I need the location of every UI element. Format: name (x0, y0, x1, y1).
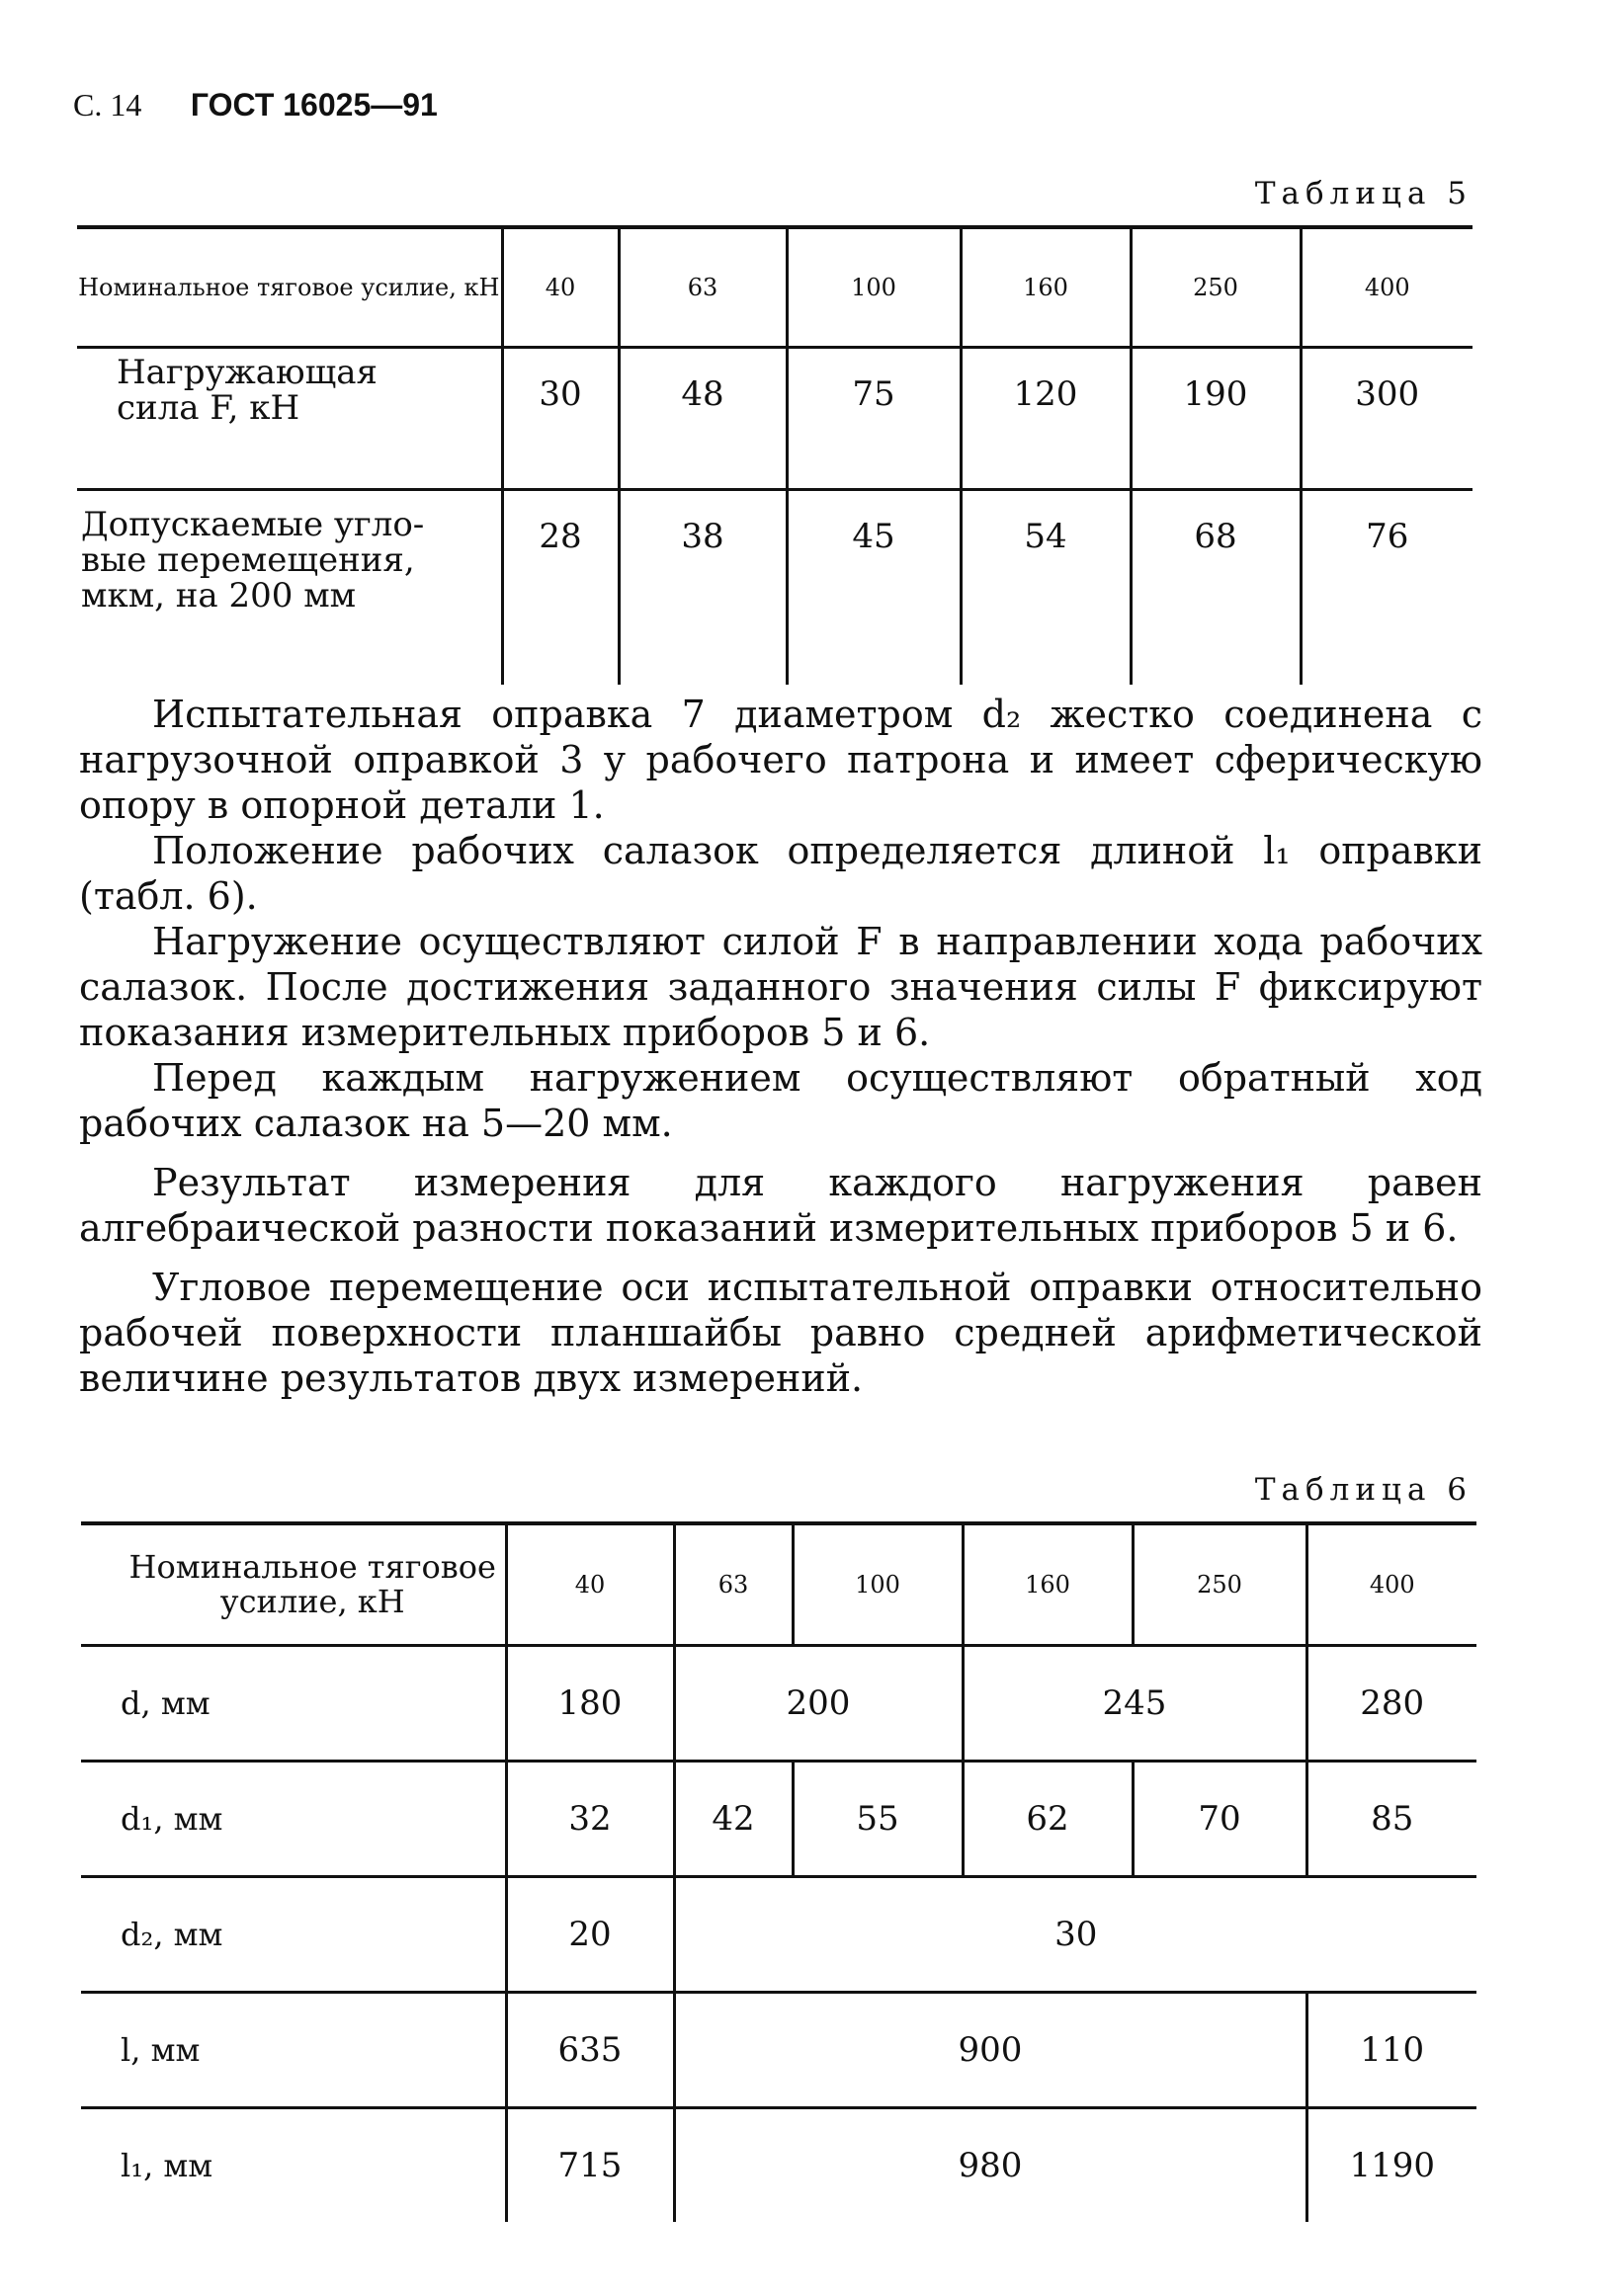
table5-header-cell: 63 (619, 227, 787, 348)
table5-header-cell: 100 (787, 227, 961, 348)
table5-cell: 45 (787, 490, 961, 686)
table5-cell: 68 (1131, 490, 1301, 686)
table6-row-label: l₁, мм (121, 2147, 213, 2184)
table5-row-angular-displacement (77, 490, 1473, 686)
table6-header-cell: 63 (674, 1523, 793, 1646)
table5-header-row (77, 227, 1473, 348)
label-line: мкм, на 200 мм (81, 576, 357, 615)
table6-header-cell: 250 (1133, 1523, 1306, 1646)
table5-cell: 76 (1301, 490, 1473, 686)
table6-cell: 245 (963, 1646, 1306, 1762)
table6-header-label: Номинальное тяговое усилие, кН (81, 1523, 506, 1646)
table5-cell: 48 (619, 348, 787, 490)
table6-row-d1 (81, 1762, 1476, 1877)
table6-cell: 180 (506, 1646, 674, 1762)
table6-cell: 62 (963, 1762, 1133, 1877)
table6-row-label: d, мм (81, 1646, 506, 1762)
table6-cell: 30 (674, 1877, 1476, 1993)
table6-row-l (81, 1993, 1476, 2108)
table6-cell: 980 (674, 2108, 1306, 2223)
table6-row-d2 (81, 1877, 1476, 1993)
paragraph: Угловое перемещение оси испытательной оправки относительно рабочей поверхности планшайбы равно средней арифметической величине результатов двух измерений. (79, 1266, 1482, 1400)
paragraph: Перед каждым нагружением осуществляют обратный ход рабочих салазок на 5—20 мм. (79, 1056, 1482, 1145)
table5-cell: 190 (1131, 348, 1301, 490)
table6-cell: 20 (506, 1877, 674, 1993)
table5-row-label (77, 490, 502, 686)
table6-row-d (81, 1646, 1476, 1762)
table6-cell: 110 (1306, 1993, 1476, 2108)
table5-cell: 30 (502, 348, 619, 490)
table5-row-label (77, 348, 502, 490)
table6-header-cell: 100 (793, 1523, 963, 1646)
page-header (73, 87, 438, 123)
table6-cell: 32 (506, 1762, 674, 1877)
table6-header-cell: 160 (963, 1523, 1133, 1646)
table5-header-cell: 400 (1301, 227, 1473, 348)
table6-header-cell: 400 (1306, 1523, 1476, 1646)
table5-header-cell: 250 (1131, 227, 1301, 348)
table5-cell: 300 (1301, 348, 1473, 490)
table6-cell: 280 (1306, 1646, 1476, 1762)
table5-cell: 28 (502, 490, 619, 686)
table5-cell: 38 (619, 490, 787, 686)
paragraph: Нагружение осуществляют силой F в направлении хода рабочих салазок. После достижения заданного значения силы F фиксируют показания измерительных приборов 5 и 6. (79, 920, 1482, 1054)
table6-header-cell: 40 (506, 1523, 674, 1646)
table6-cell: 42 (674, 1762, 793, 1877)
body-text-block-1 (79, 692, 1482, 1401)
table6-cell: 55 (793, 1762, 963, 1877)
paragraph: Испытательная оправка 7 диаметром d₂ жестко соединена с нагрузочной оправкой 3 у рабочего патрона и имеет сферическую опору в опорной детали 1. (79, 693, 1482, 827)
table5-header-label: Номинальное тяговое усилие, кН (77, 227, 502, 348)
label-line: вые перемещения, (81, 540, 415, 580)
table6-cell: 715 (506, 2108, 674, 2223)
table5 (77, 225, 1473, 685)
table6-header-row (81, 1523, 1476, 1646)
paragraph: Положение рабочих салазок определяется длиной l₁ оправки (табл. 6). (79, 829, 1482, 918)
table6-cell: 1190 (1306, 2108, 1476, 2223)
table6 (81, 1521, 1476, 2222)
label-line: Нагружающая (117, 353, 378, 392)
label-line: Допускаемые угло- (81, 505, 425, 544)
standard-title: ГОСТ 16025—91 (190, 87, 438, 123)
table5-cell: 75 (787, 348, 961, 490)
paragraph: Результат измерения для каждого нагружения равен алгебраической разности показаний измерительных приборов 5 и 6. (79, 1161, 1482, 1250)
label-line: сила F, кН (117, 388, 300, 428)
table5-cell: 54 (961, 490, 1131, 686)
table6-cell: 85 (1306, 1762, 1476, 1877)
table6-row-label: d₁, мм (81, 1762, 506, 1877)
table5-header-cell: 160 (961, 227, 1131, 348)
table5-caption: Таблица 5 (1254, 176, 1473, 211)
table5-header-cell: 40 (502, 227, 619, 348)
page-number: С. 14 (73, 87, 142, 123)
table6-row-l1 (81, 2108, 1476, 2223)
table6-cell: 200 (674, 1646, 963, 1762)
table6-cell: 70 (1133, 1762, 1306, 1877)
table6-cell: 900 (674, 1993, 1306, 2108)
table6-caption: Таблица 6 (1254, 1472, 1473, 1508)
table6-row-label: l, мм (81, 1993, 506, 2108)
table5-cell: 120 (961, 348, 1131, 490)
table5-row-load-force (77, 348, 1473, 490)
table6-row-label: d₂, мм (81, 1877, 506, 1993)
table6-cell: 635 (506, 1993, 674, 2108)
